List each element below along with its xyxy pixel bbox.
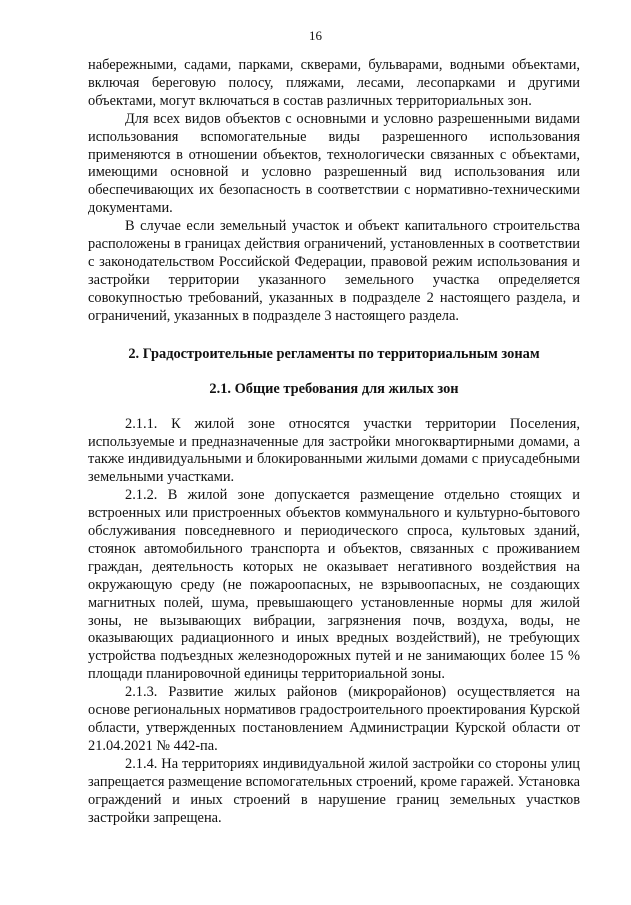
section-heading: 2. Градостроительные регламенты по территориальным зонам	[128, 345, 540, 362]
document-body	[88, 57, 580, 827]
subsection-heading: 2.1. Общие требования для жилых зон	[209, 380, 459, 397]
paragraph-auxiliary-uses: Для всех видов объектов с основными и условно разрешенными видами использования вспомогательные виды разрешенного использования применяются в отношении объектов, технологически связанных с объектами, имеющими основной и условно разрешенный вид использования или обеспечивающих их безопасность в соответствии с нормативно-техническими документами.	[88, 110, 580, 217]
paragraph-continued: набережными, садами, парками, скверами, бульварами, водными объектами, включая береговую полосу, пляжами, лесами, лесопарками и другими объектами, могут включаться в состав различных территориальных зон.	[88, 57, 580, 109]
clause-2-1-2: 2.1.2. В жилой зоне допускается размещение отдельно стоящих и встроенных или пристроенных объектов коммунального и культурно-бытового обслуживания повседневного и периодического спроса, культовых зданий, стоянок автомобильного транспорта и объектов, связанных с проживанием граждан, деятельность которых не оказывает негативного воздействия на окружающую среду (не пожароопасных, не взрывоопасных, не создающих магнитных полей, шума, превышающего установленные нормы для жилой зоны, не вызывающих вибрации, загрязнения почв, воздуха, воды, не оказывающих радиационного и иных вредных воздействий), не требующих устройства подъездных железнодорожных путей и не занимающих более 15 % площади планировочной единицы территориальной зоны.	[88, 487, 580, 683]
clause-2-1-3: 2.1.3. Развитие жилых районов (микрорайонов) осуществляется на основе региональных нормативов градостроительного проектирования Курской области, утвержденных постановлением Администрации Курской области от 21.04.2021 № 442-па.	[88, 684, 580, 754]
clause-2-1-4: 2.1.4. На территориях индивидуальной жилой застройки со стороны улиц запрещается размещение вспомогательных строений, кроме гаражей. Установка ограждений и иных строений в нарушение границ земельных участков застройки запрещена.	[88, 755, 580, 826]
paragraph-restrictions: В случае если земельный участок и объект капитального строительства расположены в границах действия ограничений, установленных в соответствии с законодательством Российской Федерации, правовой режим использования и застройки территории указанного земельного участка определяется совокупностью требований, указанных в подразделе 2 настоящего раздела, и ограничений, указанных в подразделе 3 настоящего раздела.	[88, 218, 580, 324]
page-number: 16	[309, 28, 322, 43]
clause-2-1-1: 2.1.1. К жилой зоне относятся участки территории Поселения, используемые и предназначенные для застройки многоквартирными домами, а также индивидуальными и блокированными жилыми домами с приусадебными земельными участками.	[88, 415, 580, 486]
